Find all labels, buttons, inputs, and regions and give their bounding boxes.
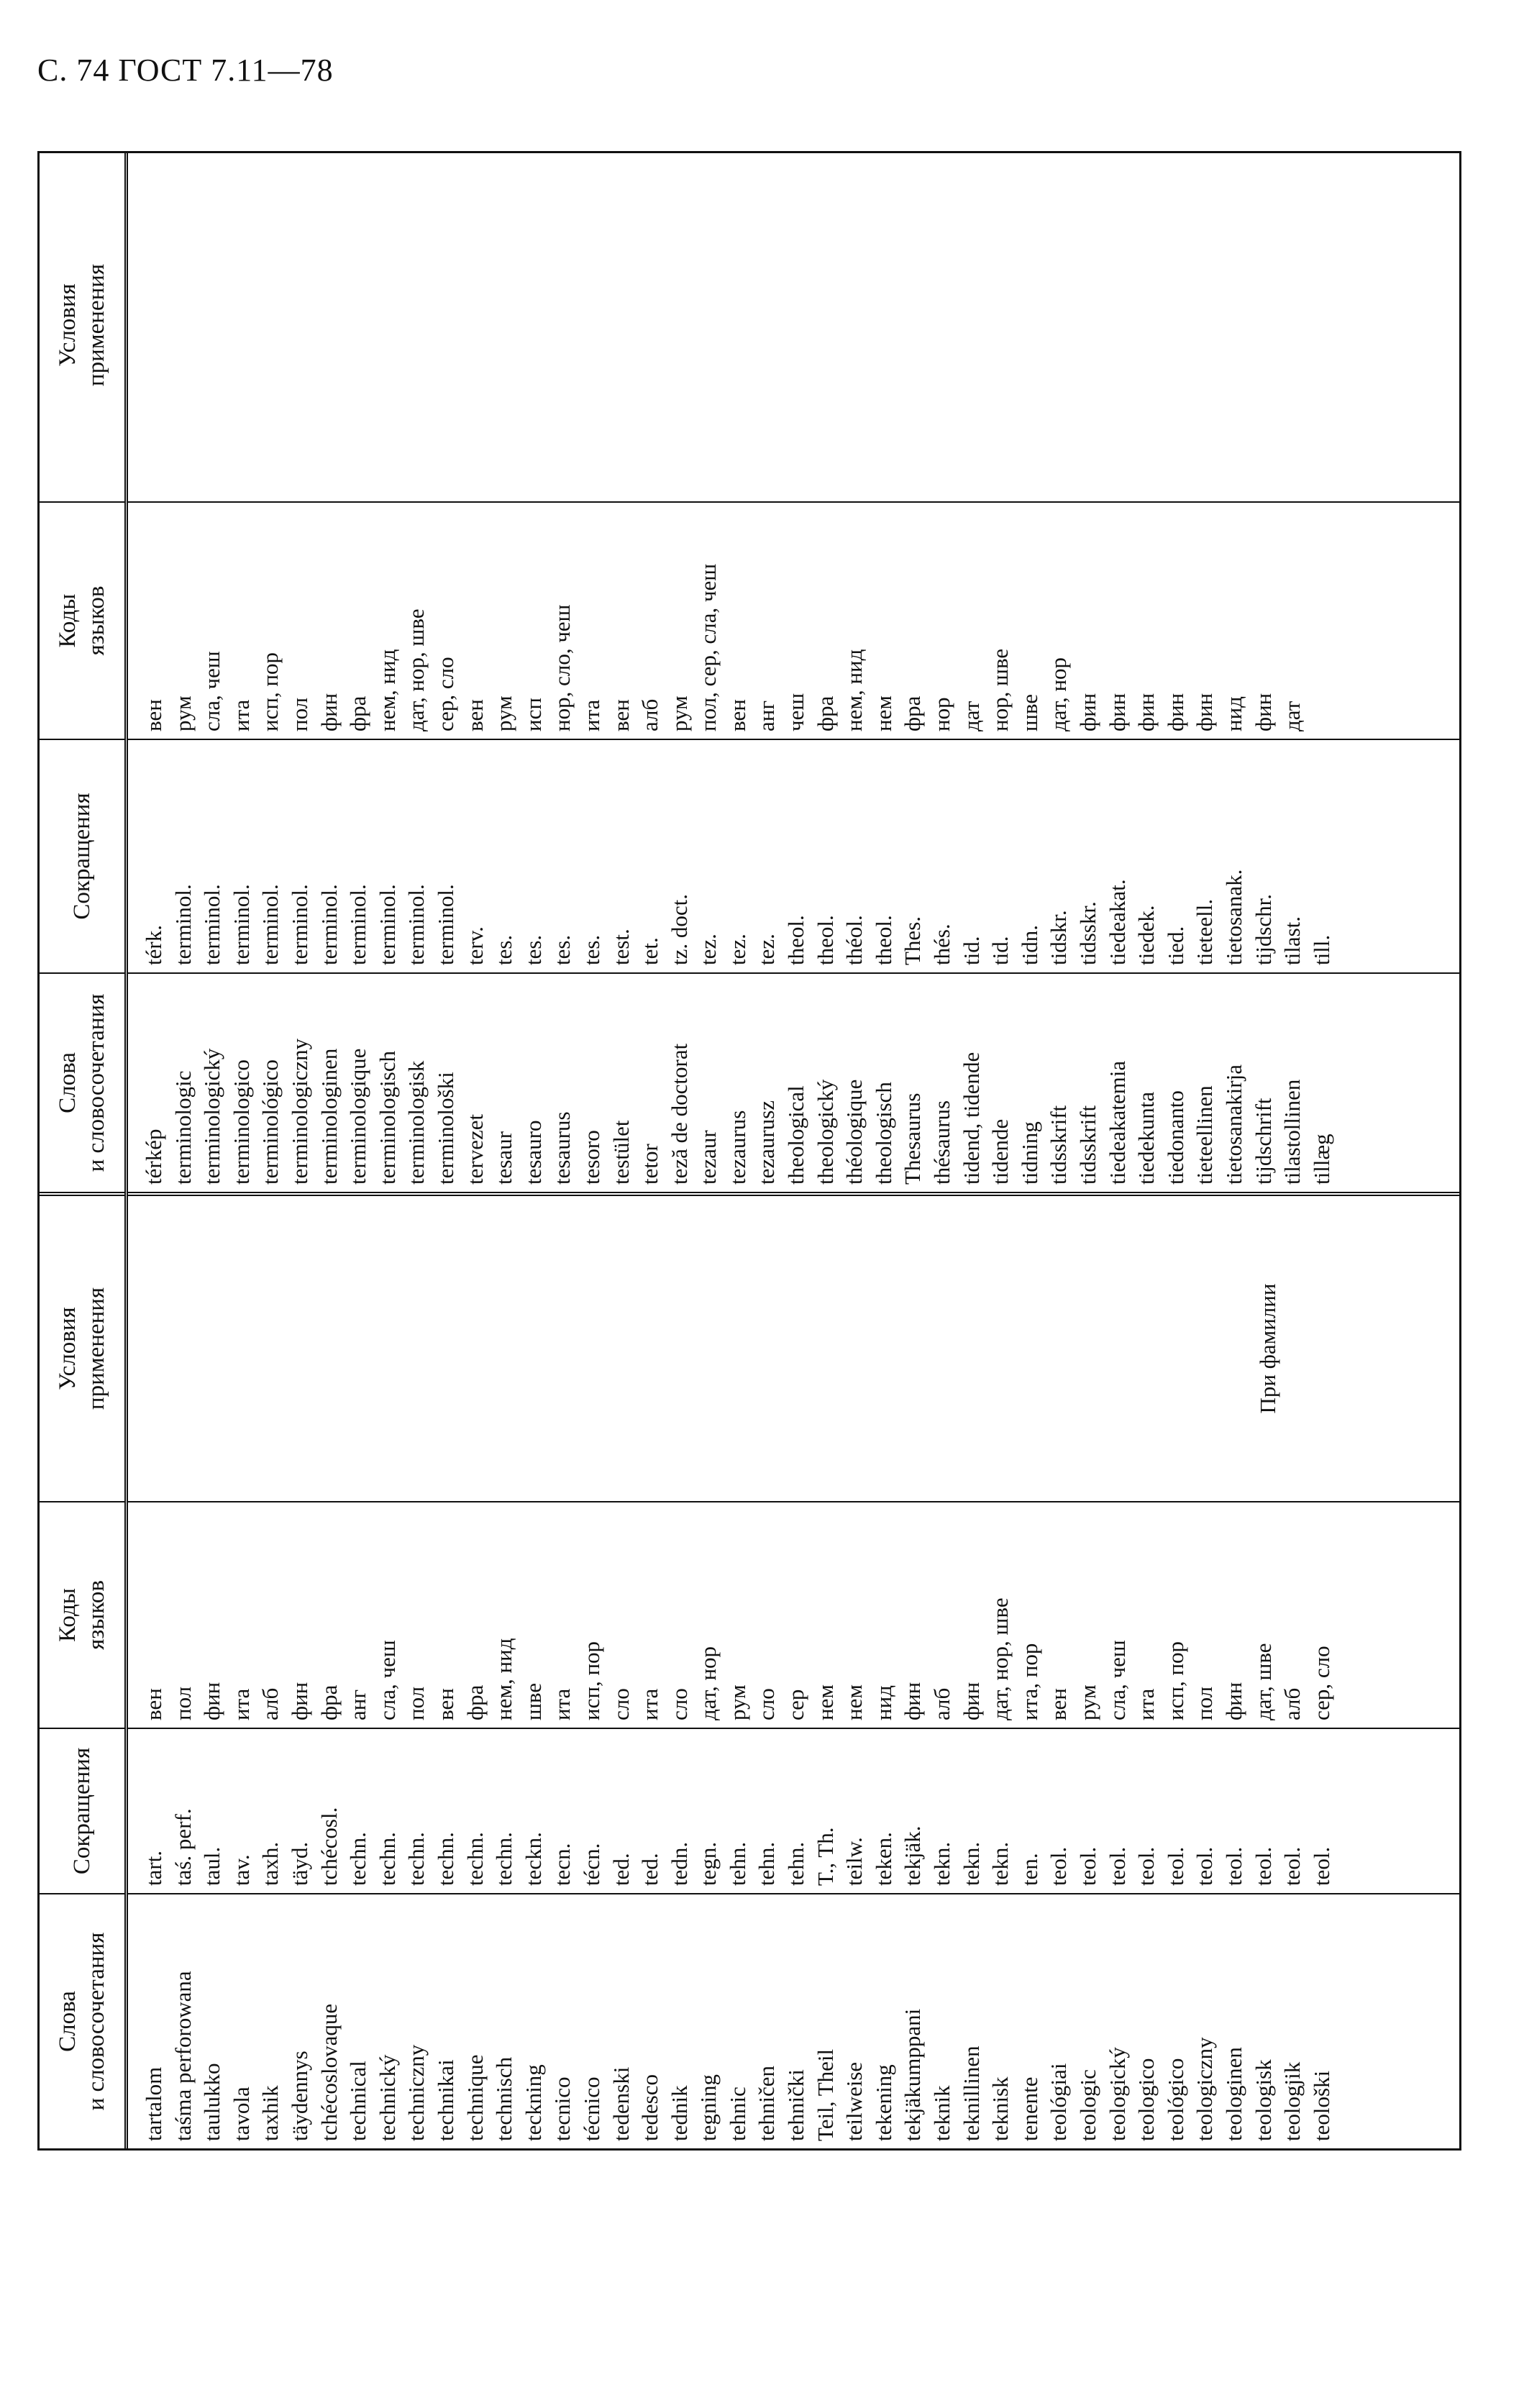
table-cell: täyd. [286, 1841, 312, 1886]
table-cell: tilast. [1279, 916, 1305, 965]
table-cell: teološki [1308, 2070, 1334, 2141]
table-cell: theologický [812, 1079, 838, 1185]
table-cell: нор [929, 697, 955, 731]
table-cell: techn. [403, 1832, 429, 1886]
list-codes-left [128, 1502, 1336, 1728]
table-cell: teol. [1162, 1846, 1188, 1886]
list-words-left [128, 1894, 1336, 2148]
table-cell: terminologico [228, 1059, 254, 1185]
header-words-left: Слова и словосочетания [55, 1932, 109, 2111]
table-cell: taxhik [257, 2085, 283, 2141]
table-cell: till. [1308, 934, 1334, 965]
table-cell: tchécosl. [316, 1807, 342, 1886]
table-cell: tehnički [783, 2069, 809, 2141]
table-cell: täydennys [286, 2051, 312, 2141]
table-cell: techn. [374, 1832, 400, 1886]
table-cell: terminologiczny [286, 1038, 312, 1185]
table-cell: tehničen [754, 2065, 780, 2141]
header-col-cond-right [40, 149, 124, 501]
table-cell: teologico [1133, 2058, 1159, 2141]
table-cell: tecnico [549, 2076, 575, 2141]
table-cell: teológiai [1046, 2063, 1072, 2141]
table-cell: terminol. [170, 884, 196, 965]
table-cell: tez. [695, 934, 721, 965]
abbreviation-table [37, 151, 1461, 2151]
table-cell: ten. [1016, 1853, 1042, 1886]
table-cell: ted. [608, 1853, 634, 1886]
table-cell: ита [637, 1688, 663, 1720]
table-cell: tidende [987, 1118, 1013, 1185]
table-cell: terminol. [199, 884, 225, 965]
table-cell: teologisk [1250, 2059, 1276, 2141]
table-cell: tez. [724, 934, 750, 965]
table-cell: фра [900, 696, 926, 731]
table-cell: terminol. [432, 884, 458, 965]
table-cell: нем, нид [374, 649, 400, 731]
table-cell: пол, сер, сла, чеш [695, 563, 721, 731]
table-cell: technique [462, 2054, 488, 2141]
table-cell: teologinen [1220, 2047, 1246, 2141]
table-cell: пол [170, 1686, 196, 1720]
table-cell: tillæg [1308, 1134, 1334, 1185]
table-cell: terminologic [170, 1070, 196, 1185]
table-cell: teol. [1046, 1846, 1072, 1886]
table-cell: tecn. [549, 1843, 575, 1886]
table-cell: алб [257, 1687, 283, 1720]
table-cell: tetor [637, 1144, 663, 1185]
table-cell: tietosanakirja [1220, 1064, 1246, 1185]
table-cell: дат, нор, шве [987, 1597, 1013, 1720]
table-cell: ита [228, 1688, 254, 1720]
table-cell: tesaurus [549, 1111, 575, 1185]
table-cell: tes. [491, 934, 517, 965]
table-cell: ита [1133, 1688, 1159, 1720]
table-cell: theol. [783, 915, 809, 965]
table-cell: ита [228, 699, 254, 731]
table-cell: tidsskrift [1075, 1105, 1100, 1185]
list-codes-right [128, 503, 1308, 739]
table-cell: рум [1075, 1684, 1100, 1720]
table-cell: tet. [637, 937, 663, 965]
table-cell: tchécoslovaque [316, 2003, 342, 2141]
table-cell: technický [374, 2054, 400, 2141]
header-col-cond-left [40, 1192, 124, 1501]
table-cell: techniczny [403, 2044, 429, 2141]
table-cell: tidsskr. [1075, 901, 1100, 965]
table-cell: testület [608, 1120, 634, 1185]
table-cell: нор, сло, чеш [549, 604, 575, 731]
table-cell: tartalom [141, 2066, 166, 2141]
col-words-right [128, 972, 1459, 1192]
table-cell: алб [929, 1687, 955, 1720]
table-cell: teză de doctorat [666, 1043, 692, 1185]
table-cell: terminol. [286, 884, 312, 965]
table-cell: théol. [841, 915, 867, 965]
table-cell: исп, пор [257, 652, 283, 731]
table-cell: фин [1250, 693, 1276, 731]
table-cell: tiedeakat. [1104, 879, 1130, 965]
table-cell: theologisch [870, 1082, 896, 1185]
table-cell: вен [1046, 1688, 1072, 1720]
table-cell: tesoro [578, 1130, 604, 1185]
table-cell: Thes. [900, 916, 926, 965]
table-cell: tid. [958, 936, 984, 965]
table-cell: tes. [578, 934, 604, 965]
table-cell: teol. [1250, 1846, 1276, 1886]
table-cell: tiedekunta [1133, 1091, 1159, 1185]
table-cell: térkép [141, 1128, 166, 1185]
table-cell: исп [520, 698, 546, 731]
table-cell: tes. [520, 934, 546, 965]
table-cell: terminol. [374, 884, 400, 965]
table-cell: фин [1104, 693, 1130, 731]
table-cell: tesauro [520, 1120, 546, 1185]
table-cell: terminol. [228, 884, 254, 965]
table-cell: tezaur [695, 1130, 721, 1185]
table-cell: teknillinen [958, 2046, 984, 2141]
table-cell: tiedek. [1133, 905, 1159, 965]
table-cell: фин [1075, 693, 1100, 731]
header-codes-right: Коды языков [55, 585, 109, 656]
table-cell: фра [812, 696, 838, 731]
table-cell: фин [1162, 693, 1188, 731]
table-cell: вен [141, 1688, 166, 1720]
table-cell: tesaur [491, 1131, 517, 1185]
table-cell: teol. [1279, 1846, 1305, 1886]
table-cell: tegn. [695, 1841, 721, 1886]
table-cell: дат, нор [1046, 657, 1072, 731]
table-cell: T., Th. [812, 1827, 838, 1886]
rotated-sheet [37, 151, 1461, 2151]
table-cell: tekn. [929, 1841, 955, 1886]
table-cell: test. [608, 929, 634, 965]
table-cell: сло [754, 1688, 780, 1720]
table-cell: terminol. [345, 884, 371, 965]
table-cell: teol. [1308, 1846, 1334, 1886]
table-cell: técn. [578, 1843, 604, 1886]
col-abbr-right [128, 739, 1459, 972]
table-cell: сер, сло [1308, 1646, 1334, 1720]
table-cell: teol. [1133, 1846, 1159, 1886]
table-cell: techn. [491, 1832, 517, 1886]
table-cell: пол [286, 697, 312, 731]
header-col-words-right [40, 972, 124, 1192]
list-abbr-right [128, 740, 1336, 972]
table-body [128, 153, 1459, 2148]
table-cell: terminol. [316, 884, 342, 965]
table-cell: theological [783, 1085, 809, 1185]
table-header-row [40, 153, 128, 2148]
table-cell: фра [462, 1684, 488, 1720]
table-cell: tezaurus [724, 1110, 750, 1185]
table-cell: tart. [141, 1850, 166, 1886]
table-cell: нор, шве [987, 648, 1013, 731]
table-cell: tenente [1016, 2076, 1042, 2141]
table-cell: tiedonanto [1162, 1090, 1188, 1185]
table-cell: teilweise [841, 2061, 867, 2141]
table-cell: tedesco [637, 2074, 663, 2141]
table-cell: terminologický [199, 1048, 225, 1185]
table-cell: terv. [462, 926, 488, 965]
table-cell: terminologinen [316, 1048, 342, 1185]
table-cell: нем [870, 696, 896, 731]
table-cell: сла, чеш [199, 651, 225, 731]
header-conditions-left: Условия применения [55, 1287, 109, 1410]
table-cell: teologiczny [1192, 2037, 1218, 2141]
table-cell: taul. [199, 1846, 225, 1886]
list-abbr-left [128, 1729, 1336, 1893]
table-cell: пол [1192, 1686, 1218, 1720]
table-cell: фин [1220, 1682, 1246, 1720]
table-cell: tied. [1162, 926, 1188, 965]
table-cell: teologjik [1279, 2061, 1305, 2141]
table-cell: сла, чеш [1104, 1640, 1130, 1720]
table-cell: tidsskrift [1046, 1105, 1072, 1185]
table-cell: teken. [870, 1832, 896, 1886]
table-cell: taśma perforowana [170, 1971, 196, 2141]
table-cell: tidn. [1016, 925, 1042, 965]
table-cell: teol. [1104, 1846, 1130, 1886]
table-cell: рум [491, 696, 517, 731]
table-cell: teologic [1075, 2069, 1100, 2141]
table-cell: нем, нид [491, 1638, 517, 1720]
header-col-abbr-right [40, 739, 124, 972]
table-cell: фин [958, 1682, 984, 1720]
table-cell: фин [1133, 693, 1159, 731]
table-cell: рум [170, 696, 196, 731]
table-cell: Teil, Theil [812, 2048, 838, 2141]
table-cell: фра [345, 696, 371, 731]
table-cell: techn. [462, 1832, 488, 1886]
table-cell: фра [316, 1684, 342, 1720]
table-cell: дат [1279, 701, 1305, 731]
table-cell: tidskr. [1046, 910, 1072, 965]
col-codes-right [128, 501, 1459, 739]
col-words-left [128, 1893, 1459, 2148]
table-cell: terminol. [257, 884, 283, 965]
table-cell: tijdschr. [1250, 893, 1276, 965]
table-cell: theol. [870, 915, 896, 965]
table-cell: фин [286, 1682, 312, 1720]
table-cell: teol. [1220, 1846, 1246, 1886]
table-cell: terminologisk [403, 1060, 429, 1185]
table-cell: анг [345, 1689, 371, 1720]
table-cell: tav. [228, 1854, 254, 1886]
header-abbr-right: Сокращения [69, 793, 95, 920]
table-cell: сло [666, 1688, 692, 1720]
table-cell: нид [870, 1685, 896, 1720]
table-cell: tekn. [958, 1841, 984, 1886]
table-cell: tieteell. [1192, 898, 1218, 965]
table-cell: tegning [695, 2074, 721, 2141]
table-cell: taxh. [257, 1841, 283, 1886]
table-cell: вен [724, 699, 750, 731]
table-cell: чеш [783, 693, 809, 731]
table-cell: исп, пор [1162, 1641, 1188, 1720]
table-cell: дат [958, 701, 984, 731]
col-abbr-left [128, 1728, 1459, 1893]
table-cell: teológico [1162, 2058, 1188, 2141]
table-cell: шве [520, 1682, 546, 1720]
table-cell: tekening [870, 2064, 896, 2141]
table-cell: фин [316, 693, 342, 731]
table-cell: tedn. [666, 1841, 692, 1886]
table-cell: terminološki [432, 1072, 458, 1185]
table-cell: tz. doct. [666, 894, 692, 965]
table-cell: terminológico [257, 1059, 283, 1185]
header-col-abbr-left [40, 1728, 124, 1893]
table-cell: técnico [578, 2076, 604, 2141]
table-cell: teckn. [520, 1832, 546, 1886]
header-conditions-right: Условия применения [55, 263, 109, 387]
table-cell: фин [199, 1682, 225, 1720]
table-cell: tidend, tidende [958, 1052, 984, 1185]
table-cell: шве [1016, 693, 1042, 731]
table-cell: tavola [228, 2087, 254, 2141]
table-cell: ита [578, 699, 604, 731]
table-cell: tid. [987, 936, 1013, 965]
header-codes-left: Коды языков [55, 1580, 109, 1650]
header-words-right: Слова и словосочетания [55, 993, 109, 1172]
table-cell: пол [403, 1686, 429, 1720]
table-cell: дат, нор [695, 1646, 721, 1720]
table-cell: рум [724, 1684, 750, 1720]
table-cell: thésaurus [929, 1100, 955, 1185]
table-cell: tiedeakatemia [1104, 1060, 1130, 1185]
table-cell: teilw. [841, 1837, 867, 1886]
table-cell: Thesaurus [900, 1093, 926, 1185]
table-cell: вен [141, 699, 166, 731]
col-codes-left [128, 1501, 1459, 1728]
table-cell: алб [1279, 1687, 1305, 1720]
table-cell: сла, чеш [374, 1640, 400, 1720]
table-cell: tekjäk. [900, 1825, 926, 1886]
table-cell: рум [666, 696, 692, 731]
list-words-right [128, 974, 1336, 1192]
table-cell: ted. [637, 1853, 663, 1886]
table-cell: tervezet [462, 1113, 488, 1185]
table-cell: tieteellinen [1192, 1085, 1218, 1185]
table-cell: teknik [929, 2085, 955, 2141]
table-cell: алб [637, 698, 663, 731]
table-cell: térk. [141, 925, 166, 965]
table-cell: terminol. [403, 884, 429, 965]
table-cell: teckning [520, 2064, 546, 2141]
table-cell: ита, пор [1016, 1643, 1042, 1720]
table-cell: théologique [841, 1079, 867, 1185]
table-cell: tez. [754, 934, 780, 965]
table-cell: techn. [345, 1832, 371, 1886]
table-cell: фин [900, 1682, 926, 1720]
table-cell: technikai [432, 2059, 458, 2141]
table-cell: фин [1192, 693, 1218, 731]
table-cell: нем, нид [841, 649, 867, 731]
table-cell: teol. [1075, 1846, 1100, 1886]
table-cell: taś. perf. [170, 1808, 196, 1886]
table-cell: вен [432, 1688, 458, 1720]
col-conditions-right [128, 149, 1459, 501]
table-cell: teol. [1192, 1846, 1218, 1886]
table-cell: нид [1220, 696, 1246, 731]
table-cell: исп, пор [578, 1641, 604, 1720]
table-cell: teknisk [987, 2076, 1013, 2141]
header-col-codes-right [40, 501, 124, 739]
header-abbr-left: Сокращения [69, 1747, 95, 1875]
table-cell: tietosanak. [1220, 869, 1246, 965]
table-cell: theol. [812, 915, 838, 965]
condition-note: При фамилии [1255, 1283, 1280, 1414]
table-cell: tehnic [724, 2087, 750, 2141]
table-cell: terminologisch [374, 1051, 400, 1185]
table-cell: tednik [666, 2085, 692, 2141]
table-cell: thés. [929, 923, 955, 965]
table-cell: нем [841, 1684, 867, 1720]
table-cell: дат, шве [1250, 1643, 1276, 1720]
table-cell: ита [549, 1688, 575, 1720]
table-cell: tehn. [783, 1841, 809, 1886]
col-conditions-left [128, 1192, 1459, 1501]
header-col-words-left [40, 1893, 124, 2148]
table-cell: вен [608, 699, 634, 731]
table-cell: techn. [432, 1832, 458, 1886]
table-cell: tilastollinen [1279, 1079, 1305, 1185]
table-cell: terminologique [345, 1048, 371, 1185]
table-cell: tes. [549, 934, 575, 965]
table-cell: tehn. [724, 1841, 750, 1886]
table-cell: сло [608, 1688, 634, 1720]
table-cell: tehn. [754, 1841, 780, 1886]
table-cell: tijdschrift [1250, 1098, 1276, 1185]
table-cell: taulukko [199, 2063, 225, 2141]
table-cell: нем [812, 1684, 838, 1720]
table-cell: tekn. [987, 1841, 1013, 1886]
table-cell: сер [783, 1689, 809, 1720]
table-cell: tekjäkumppani [900, 2008, 926, 2141]
page-header: С. 74 ГОСТ 7.11—78 [37, 53, 334, 88]
table-cell: technical [345, 2061, 371, 2141]
table-cell: technisch [491, 2056, 517, 2141]
table-cell: дат, нор, шве [403, 608, 429, 731]
table-cell: tidning [1016, 1121, 1042, 1185]
header-col-codes-left [40, 1501, 124, 1728]
table-cell: tezaurusz [754, 1100, 780, 1185]
table-cell: анг [754, 700, 780, 731]
table-cell: сер, сло [432, 657, 458, 731]
table-cell: tedenski [608, 2066, 634, 2141]
table-cell: вен [462, 699, 488, 731]
table-cell: teologický [1104, 2047, 1130, 2141]
